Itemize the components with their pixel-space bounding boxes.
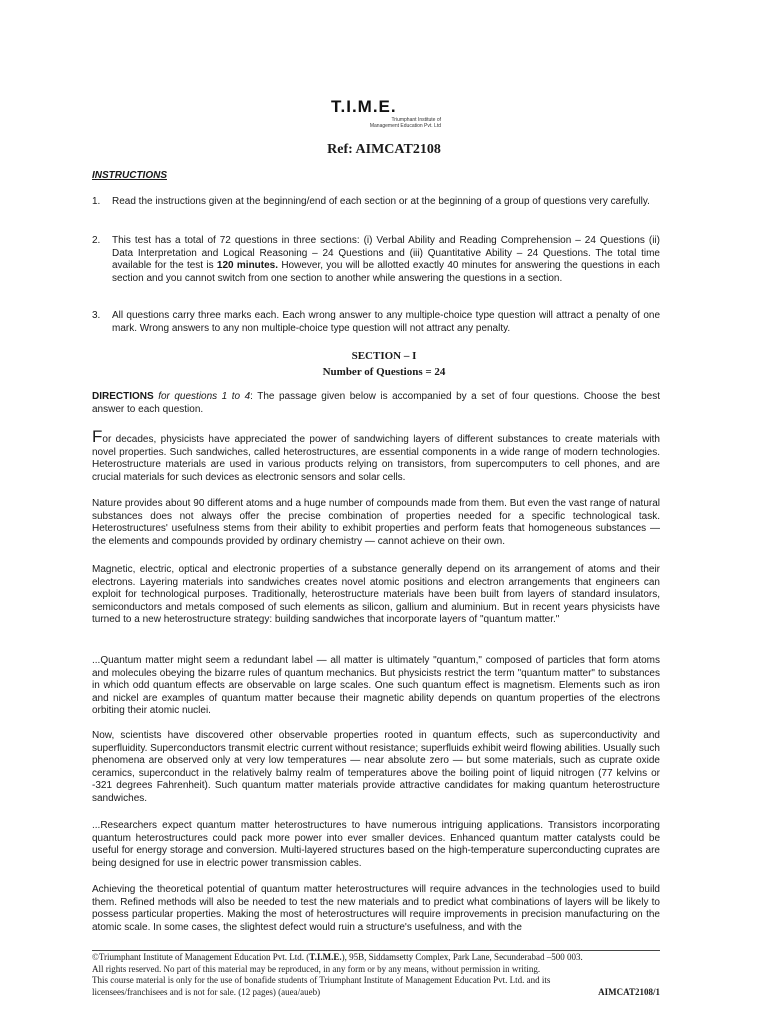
footer-line: licensees/franchisees and is not for sale. (12 pages) (auea/aueb)	[92, 986, 321, 997]
drop-cap: F	[92, 427, 103, 446]
reference-title: Ref: AIMCAT2108	[327, 142, 441, 157]
directions-text: : The passage given below is accompanied by a set of four questions. Choose the best answer to each question.	[92, 391, 660, 415]
instruction-text: All questions carry three marks each. Each wrong answer to any multiple-choice type question will attract a penalty of one mark. Wrong answers to any non multiple-choice type question will not attract any penalty.	[112, 310, 660, 334]
passage-paragraph: ...Quantum matter might seem a redundant label — all matter is ultimately "quantum," composed of particles that form atoms and molecules obeying the bizarre rules of quantum mechanics. But physicists restrict the term "quantum matter" to substances in which odd quantum effects are observable on large scales. One such quantum effect is magnetism. Elements such as iron and nickel are examples of quantum matter because their magnetic ability depends on quantum properties of the electrons orbiting their atomic nuclei.	[92, 655, 660, 716]
instruction-number: 2.	[92, 235, 101, 246]
directions-label: DIRECTIONS	[92, 391, 154, 402]
instruction-time-bold: 120 minutes.	[216, 260, 279, 271]
passage-paragraph: Achieving the theoretical potential of quantum matter heterostructures will require advances in the technologies used to build them. Refined methods will also be needed to test the new materials and to predict what combinations of layers will be likely to possess particular properties. Making the most of heterostructures will require improvements in precision manufacturing on the atomic scale. In some cases, the slightest defect would ruin a structure's usefulness, and with the	[92, 884, 660, 933]
instruction-text	[112, 235, 660, 285]
instruction-text-part: However, you will be allotted exactly 40 minutes for answering the questions in each section and you cannot switch from one section to another while answering the questions in a section.	[112, 260, 660, 284]
directions	[92, 391, 660, 416]
passage-paragraph: Nature provides about 90 different atoms and a huge number of compounds made from them. But even the vast range of natural substances does not always offer the precise combination of properties needed for a specific technological task. Heterostructures' usefulness stems from their ability to exhibit properties and perform feats that homogeneous substances — the elements and compounds provided by ordinary chemistry — cannot achieve on their own.	[92, 498, 660, 547]
time-logo	[331, 97, 441, 129]
instruction-text: Read the instructions given at the beginning/end of each section or at the beginning of a group of questions very carefully.	[112, 196, 650, 207]
footer-line: All rights reserved. No part of this material may be reproduced, in any form or by any means, without permission in writing.	[92, 963, 541, 974]
logo-subtitle-line1: Triumphant Institute of	[391, 117, 441, 123]
page-code: AIMCAT2108/1	[598, 986, 660, 997]
logo-title: T.I.M.E.	[331, 97, 397, 116]
logo-subtitle-line2: Management Education Pvt. Ltd	[369, 123, 441, 129]
passage-paragraph: Magnetic, electric, optical and electronic properties of a substance generally depend on its arrangement of atoms and their electrons. Layering materials into sandwiches creates novel atomic positions and electron arrangements that engineers can exploit for technological purposes. Traditionally, heterostructure materials have been built from layers of standard insulators, semiconductors and metals composed of such elements as silicon, gallium and aluminium. But in recent years physicists have turned to a new heterostructure strategy: building sandwiches that incorporate layers of "quantum matter."	[92, 564, 660, 625]
footer-text: ©Triumphant Institute of Management Education Pvt. Ltd. (	[92, 952, 310, 962]
section-question-count: Number of Questions = 24	[322, 366, 446, 378]
passage-paragraph: Now, scientists have discovered other observable properties rooted in quantum effects, such as superconductivity and superfluidity. Superconductors transmit electric current without resistance; superfluids exhibit weird flowing abilities. Usually such phenomena are observed only at very low temperatures — near absolute zero — but some materials, such as cuprate oxide ceramics, superconduct in the relatively balmy realm of temperatures above the boiling point of liquid nitrogen (77 kelvins or -321 degrees Fahrenheit). Such quantum matter materials provide attractive candidates for making quantum heterostructure sandwiches.	[92, 730, 660, 804]
directions-qualifier: for questions 1 to 4	[158, 391, 251, 402]
paragraph-text: or decades, physicists have appreciated the power of sandwiching layers of different substances to create materials with novel properties. Such sandwiches, called heterostructures, are essential components in a wide range of modern technologies. Heterostructure materials are used in various products relying on transistors, from supercomputers to cell phones, and are crucial materials for such devices as electronic sensors and solar cells.	[92, 434, 660, 483]
footer-brand: T.I.M.E.	[309, 952, 342, 962]
instruction-text-part: This test has a total of 72 questions in three sections: (i) Verbal Ability and Reading Comprehension – 24 Questions (ii) Data Interpretation and Logical Reasoning – 24 Questions and (iii) Quantitative Ability – 24 Questions. The total time available for the test is	[112, 235, 660, 271]
section-title: SECTION – I	[351, 350, 417, 362]
instruction-item	[92, 196, 660, 209]
instruction-item	[92, 310, 660, 335]
instruction-item	[92, 235, 660, 285]
footer-line: This course material is only for the use of bonafide students of Triumphant Institute of Management Education Pvt. Ltd. and its	[92, 975, 551, 985]
passage-paragraph: ...Researchers expect quantum matter heterostructures to have numerous intriguing applications. Transistors incorporating quantum heterostructures could pack more power into ever smaller devices. Enhanced quantum matter catalysts could be useful for energy storage and conversion. Multi-layered structures based on the high-temperature superconducting cuprates are being designed for use in electric power transmission cables.	[92, 820, 660, 869]
footer-text: ), 95B, Siddamsetty Complex, Park Lane, Secunderabad –500 003.	[341, 952, 583, 962]
copyright-footer	[92, 950, 660, 998]
instruction-number: 3.	[92, 310, 101, 321]
footer-line	[92, 952, 660, 964]
passage-paragraph	[92, 427, 660, 484]
instructions-heading: INSTRUCTIONS	[92, 170, 167, 181]
instruction-number: 1.	[92, 196, 101, 207]
